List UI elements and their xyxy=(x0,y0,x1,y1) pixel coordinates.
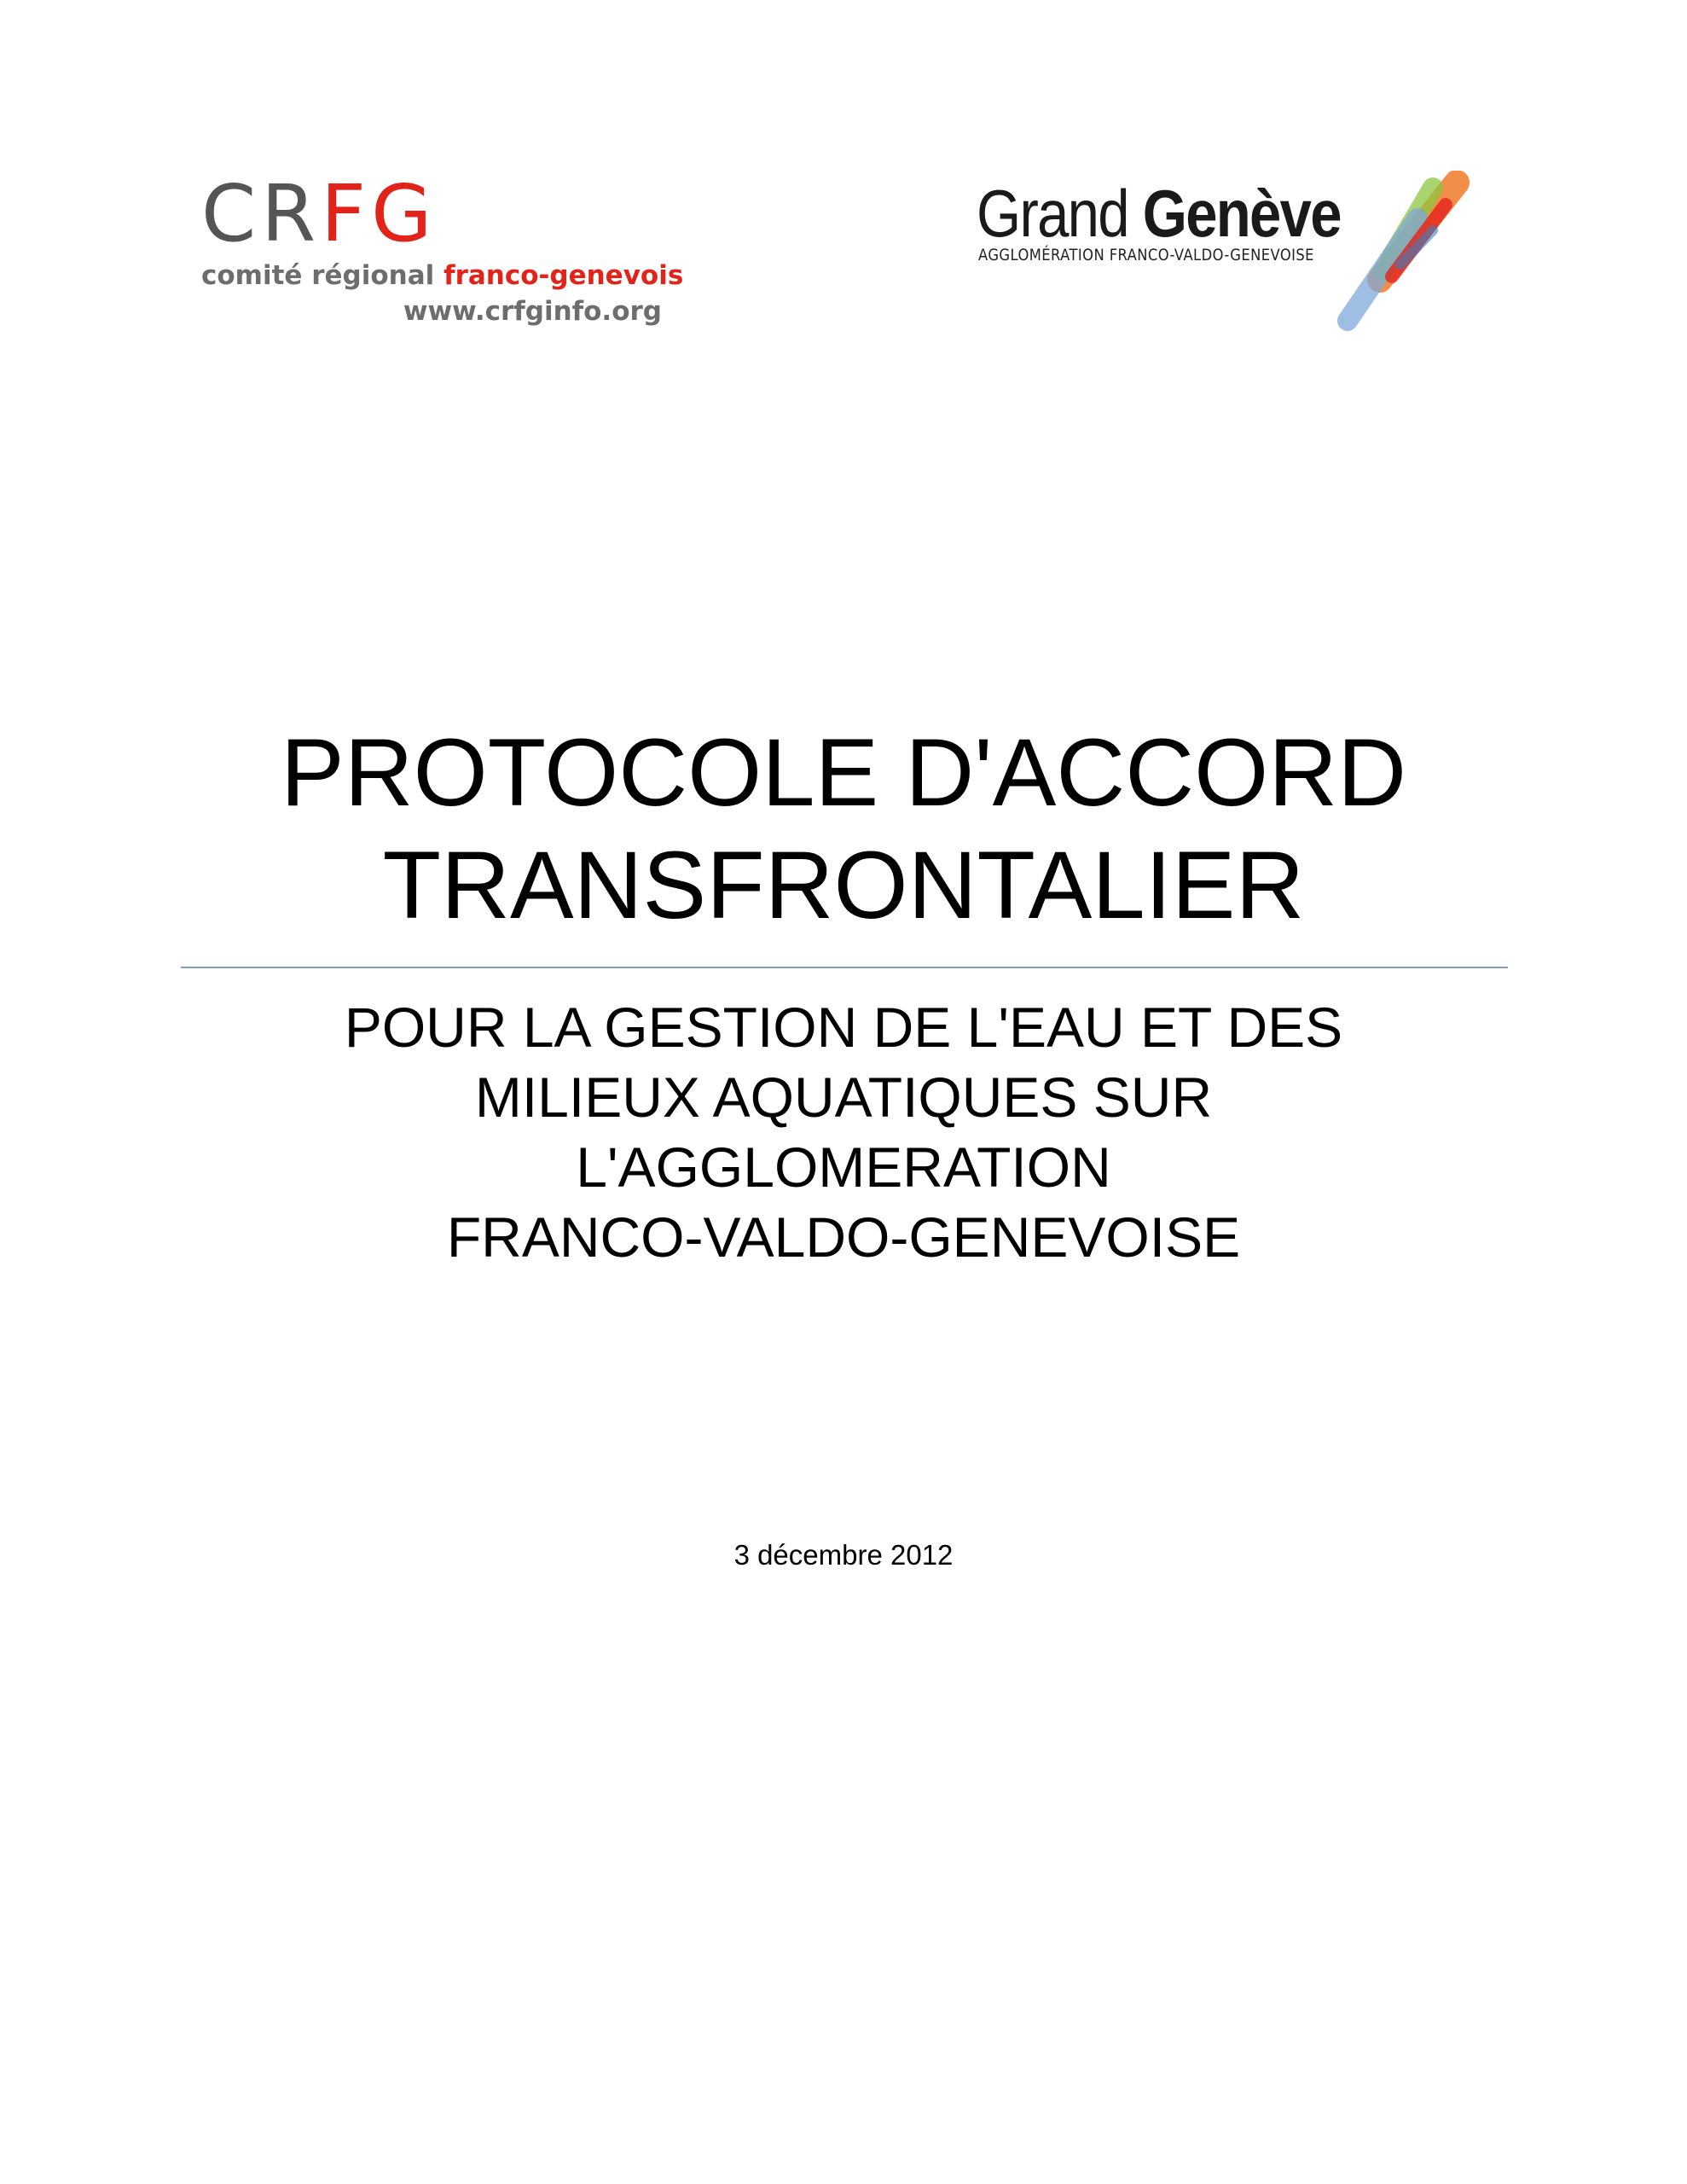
document-title xyxy=(0,717,1687,942)
crfg-logo-subtitle-grey: comité régional xyxy=(201,260,444,291)
crfg-logo-subtitle xyxy=(201,260,683,291)
grand-geneve-logo-title-geneve: Genève xyxy=(1142,176,1341,251)
crfg-logo-mark-cr: CR xyxy=(201,168,322,259)
grand-geneve-logo-subtitle: AGGLOMÉRATION FRANCO-VALDO-GENEVOISE xyxy=(978,246,1314,264)
document-subtitle xyxy=(0,992,1687,1272)
document-date: 3 décembre 2012 xyxy=(733,1539,954,1571)
document-subtitle-line: FRANCO-VALDO-GENEVOISE xyxy=(446,1205,1241,1269)
crfg-logo-mark-fg: FG xyxy=(321,168,438,259)
crfg-logo-mark xyxy=(201,168,438,259)
document-subtitle-line: MILIEUX AQUATIQUES SUR xyxy=(474,1066,1213,1129)
document-title-line: TRANSFRONTALIER xyxy=(382,832,1305,938)
grand-geneve-logo xyxy=(977,171,1480,333)
document-subtitle-line: POUR LA GESTION DE L'EAU ET DES xyxy=(344,996,1343,1059)
grand-geneve-logo-title-grand: Grand xyxy=(977,176,1143,251)
document-subtitle-line: L'AGGLOMERATION xyxy=(576,1136,1111,1199)
grand-geneve-logo-title xyxy=(977,176,1341,251)
crfg-logo-url: www.crfginfo.org xyxy=(403,296,662,327)
crfg-logo-subtitle-red: franco-genevois xyxy=(443,260,684,291)
document-title-line: PROTOCOLE D'ACCORD xyxy=(281,719,1406,826)
title-divider xyxy=(181,967,1508,968)
crfg-logo xyxy=(201,168,684,337)
